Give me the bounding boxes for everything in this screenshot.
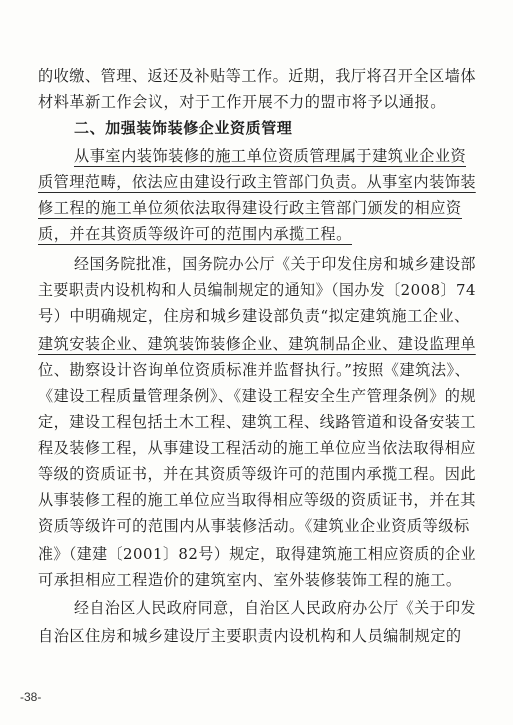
- text-line: [74, 598, 476, 618]
- text-line-content: 经自治区人民政府同意，自治区人民政府办公厅《关于印发: [74, 599, 476, 617]
- text-line: [38, 412, 476, 432]
- text-line: [38, 626, 462, 646]
- text-line-content: 质，并在其资质等级许可的范围内承揽工程。: [38, 225, 352, 243]
- text-line: [38, 334, 476, 354]
- text-line: [38, 198, 462, 218]
- text-line-content: 位、勘察设计咨询单位资质标准并监督执行。”按照《建筑法》、: [38, 361, 471, 379]
- text-line-content: 从事室内装饰装修的施工单位资质管理属于建筑业企业资: [74, 147, 467, 165]
- text-line-content: 资质等级许可的范围内从事装修活动。《建筑业企业资质等级标: [38, 517, 470, 535]
- text-line-content: 的收缴、管理、返还及补贴等工作。近期，我厅将召开全区墙体: [38, 67, 476, 85]
- text-line: [38, 386, 476, 406]
- text-line-content: 修工程的施工单位须依法取得建设行政主管部门颁发的相应资: [38, 199, 462, 217]
- text-line-content: 程及装修工程，从事建设工程活动的施工单位应当依法取得相应: [38, 439, 476, 457]
- text-line: [38, 92, 446, 112]
- text-line: [38, 306, 470, 326]
- text-line-content: 定，建设工程包括土木工程、建筑工程、线路管道和设备安装工: [38, 413, 476, 431]
- text-line: [38, 172, 476, 192]
- text-line-content: 自治区住房和城乡建设厅主要职责内设机构和人员编制规定的: [38, 627, 462, 645]
- text-line: [38, 438, 476, 458]
- text-line: [74, 254, 476, 274]
- text-line: [38, 544, 476, 564]
- text-line-content: 建筑安装企业、建筑装饰装修企业、建筑制品企业、建设监理单: [38, 335, 476, 353]
- text-line-content: 号）中明确规定，住房和城乡建设部负责“拟定建筑施工企业、: [38, 307, 470, 325]
- text-line: [38, 360, 470, 380]
- text-line-content: 质管理范畴，依法应由建设行政主管部门负责。从事室内装饰装: [38, 173, 476, 191]
- text-line: [38, 570, 462, 590]
- text-line-content: 材料革新工作会议，对于工作开展不力的盟市将予以通报。: [38, 93, 446, 111]
- text-line-content: 《建设工程质量管理条例》、《建设工程安全生产管理条例》的规: [38, 387, 476, 405]
- text-line: [38, 280, 476, 300]
- text-line-content: 从事装修工程的施工单位应当取得相应等级的资质证书，并在其: [38, 491, 476, 509]
- text-line-content: 经国务院批准，国务院办公厅《关于印发住房和城乡建设部: [74, 255, 476, 273]
- text-line-content: 可承担相应工程造价的建筑室内、室外装修装饰工程的施工。: [38, 571, 462, 589]
- text-line: [38, 516, 470, 536]
- page-number: -38-: [20, 690, 42, 704]
- text-line: [38, 490, 476, 510]
- text-line-content: 主要职责内设机构和人员编制规定的通知》（国办发〔2008〕74: [38, 281, 476, 299]
- text-line-content: 准》（建建〔2001〕82号）规定，取得建筑施工相应资质的企业: [38, 545, 476, 563]
- text-line-content: 等级的资质证书，并在其资质等级许可的范围内承揽工程。因此: [38, 465, 476, 483]
- text-line: [38, 66, 476, 86]
- text-line: [74, 146, 466, 166]
- text-line: [38, 224, 352, 244]
- section-heading: [74, 118, 292, 138]
- text-line: [38, 464, 476, 484]
- text-line-content: 二、加强装饰装修企业资质管理: [74, 119, 293, 137]
